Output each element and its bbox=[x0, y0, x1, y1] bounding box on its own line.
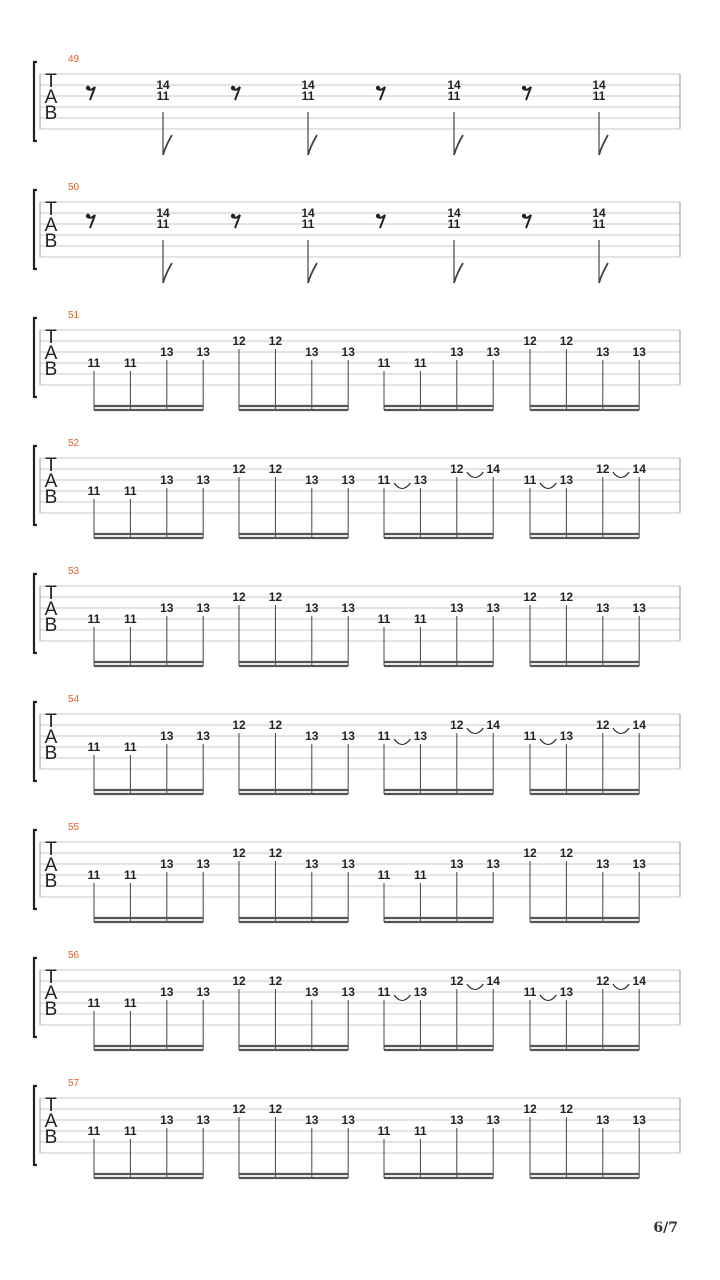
fret-number: 11 bbox=[87, 1124, 101, 1138]
fret-number: 13 bbox=[305, 985, 319, 999]
system-bracket bbox=[34, 958, 37, 1037]
eighth-flag bbox=[454, 135, 463, 155]
fret-number: 11 bbox=[124, 1124, 137, 1138]
tab-clef-letter: B bbox=[44, 743, 58, 764]
fret-number: 14 bbox=[632, 462, 646, 476]
fret-number: 13 bbox=[450, 857, 464, 871]
fret-number: 14 bbox=[632, 974, 646, 988]
eighth-rest-dot bbox=[522, 86, 526, 90]
fret-number: 12 bbox=[232, 462, 246, 476]
fret-number: 11 bbox=[124, 484, 137, 498]
fret-number: 13 bbox=[160, 345, 174, 359]
fret-number: 13 bbox=[341, 985, 355, 999]
fret-number: 13 bbox=[486, 601, 500, 615]
eighth-rest-dot bbox=[376, 86, 380, 90]
fret-number: 12 bbox=[523, 1102, 537, 1116]
tab-clef-letter: B bbox=[44, 871, 58, 892]
fret-number: 11 bbox=[87, 740, 101, 754]
system-bracket bbox=[34, 62, 37, 141]
eighth-rest-dot bbox=[231, 86, 235, 90]
eighth-rest-dot bbox=[86, 86, 90, 90]
fret-number: 13 bbox=[196, 345, 210, 359]
fret-number: 14 bbox=[301, 78, 315, 92]
fret-number: 12 bbox=[232, 590, 246, 604]
fret-number: 13 bbox=[596, 345, 610, 359]
fret-number: 13 bbox=[341, 601, 355, 615]
tab-clef-letter: A bbox=[44, 1111, 58, 1132]
system-bracket bbox=[34, 830, 37, 909]
fret-number: 11 bbox=[377, 356, 391, 370]
tab-clef-letter: T bbox=[45, 583, 57, 604]
fret-number: 13 bbox=[305, 345, 319, 359]
fret-number: 11 bbox=[377, 473, 391, 487]
fret-number: 12 bbox=[559, 334, 574, 348]
fret-number: 13 bbox=[486, 857, 500, 871]
eighth-rest-dot bbox=[86, 214, 90, 218]
fret-number: 13 bbox=[450, 1113, 464, 1127]
tab-clef-letter: A bbox=[44, 983, 58, 1004]
page-number: 6/7 bbox=[653, 1220, 678, 1236]
fret-number: 14 bbox=[592, 206, 606, 220]
fret-number: 13 bbox=[196, 473, 210, 487]
fret-number: 13 bbox=[160, 473, 174, 487]
fret-number: 11 bbox=[301, 217, 315, 231]
fret-number: 12 bbox=[450, 718, 464, 732]
fret-number: 13 bbox=[341, 857, 355, 871]
tab-clef-letter: A bbox=[44, 471, 58, 492]
hammer-on-slur bbox=[467, 472, 483, 478]
fret-number: 13 bbox=[596, 601, 610, 615]
fret-number: 13 bbox=[450, 601, 464, 615]
tab-clef-letter: B bbox=[44, 103, 58, 124]
tab-clef-letter: T bbox=[45, 327, 57, 348]
fret-number: 12 bbox=[268, 974, 283, 988]
fret-number: 12 bbox=[523, 590, 537, 604]
measure-number: 49 bbox=[68, 54, 80, 65]
fret-number: 14 bbox=[486, 974, 500, 988]
measure-number: 55 bbox=[68, 822, 80, 833]
fret-number: 13 bbox=[632, 1113, 646, 1127]
fret-number: 14 bbox=[592, 78, 606, 92]
fret-number: 13 bbox=[196, 857, 210, 871]
system-bracket bbox=[34, 702, 37, 781]
fret-number: 14 bbox=[632, 718, 646, 732]
fret-number: 12 bbox=[596, 462, 610, 476]
hammer-on-slur bbox=[394, 739, 410, 745]
fret-number: 11 bbox=[301, 89, 315, 103]
tab-clef-letter: B bbox=[44, 1127, 58, 1148]
fret-number: 14 bbox=[156, 206, 170, 220]
eighth-flag bbox=[163, 263, 172, 283]
fret-number: 11 bbox=[87, 612, 101, 626]
fret-number: 11 bbox=[377, 729, 391, 743]
fret-number: 13 bbox=[413, 985, 428, 999]
fret-number: 11 bbox=[447, 217, 461, 231]
fret-number: 12 bbox=[523, 334, 537, 348]
fret-number: 12 bbox=[596, 974, 610, 988]
fret-number: 13 bbox=[305, 473, 319, 487]
fret-number: 12 bbox=[559, 1102, 574, 1116]
tab-clef-letter: T bbox=[45, 199, 57, 220]
fret-number: 12 bbox=[559, 590, 574, 604]
hammer-on-slur bbox=[394, 483, 410, 489]
fret-number: 12 bbox=[559, 846, 574, 860]
fret-number: 11 bbox=[377, 612, 391, 626]
fret-number: 14 bbox=[156, 78, 170, 92]
fret-number: 13 bbox=[559, 729, 574, 743]
fret-number: 12 bbox=[232, 334, 246, 348]
fret-number: 11 bbox=[414, 1124, 427, 1138]
fret-number: 11 bbox=[87, 996, 101, 1010]
fret-number: 13 bbox=[596, 1113, 610, 1127]
fret-number: 13 bbox=[486, 345, 500, 359]
eighth-rest-dot bbox=[231, 214, 235, 218]
tab-clef-letter: T bbox=[45, 839, 57, 860]
fret-number: 12 bbox=[450, 974, 464, 988]
fret-number: 13 bbox=[632, 857, 646, 871]
measure-number: 54 bbox=[68, 694, 80, 705]
tab-clef-letter: T bbox=[45, 455, 57, 476]
system-bracket bbox=[34, 318, 37, 397]
fret-number: 13 bbox=[305, 729, 319, 743]
fret-number: 12 bbox=[232, 846, 246, 860]
fret-number: 13 bbox=[305, 1113, 319, 1127]
system-bracket bbox=[34, 190, 37, 269]
fret-number: 11 bbox=[523, 729, 537, 743]
fret-number: 11 bbox=[523, 473, 537, 487]
measure-number: 52 bbox=[68, 438, 80, 449]
eighth-flag bbox=[163, 135, 172, 155]
fret-number: 13 bbox=[413, 473, 428, 487]
fret-number: 11 bbox=[414, 612, 427, 626]
tab-clef-letter: A bbox=[44, 599, 58, 620]
fret-number: 11 bbox=[377, 868, 391, 882]
fret-number: 11 bbox=[156, 217, 170, 231]
system-bracket bbox=[34, 1086, 37, 1165]
fret-number: 11 bbox=[414, 868, 427, 882]
fret-number: 13 bbox=[486, 1113, 500, 1127]
fret-number: 11 bbox=[414, 356, 427, 370]
tab-clef-letter: B bbox=[44, 999, 58, 1020]
fret-number: 13 bbox=[160, 985, 174, 999]
measure-number: 56 bbox=[68, 950, 80, 961]
fret-number: 14 bbox=[486, 718, 500, 732]
fret-number: 11 bbox=[523, 985, 537, 999]
fret-number: 13 bbox=[305, 601, 319, 615]
fret-number: 11 bbox=[377, 985, 391, 999]
fret-number: 13 bbox=[196, 985, 210, 999]
fret-number: 13 bbox=[450, 345, 464, 359]
fret-number: 12 bbox=[232, 718, 246, 732]
fret-number: 13 bbox=[160, 857, 174, 871]
fret-number: 12 bbox=[523, 846, 537, 860]
tab-clef-letter: B bbox=[44, 231, 58, 252]
hammer-on-slur bbox=[613, 728, 629, 734]
hammer-on-slur bbox=[540, 995, 556, 1001]
hammer-on-slur bbox=[613, 984, 629, 990]
fret-number: 11 bbox=[124, 996, 137, 1010]
fret-number: 13 bbox=[160, 601, 174, 615]
fret-number: 13 bbox=[632, 345, 646, 359]
eighth-flag bbox=[308, 135, 317, 155]
eighth-flag bbox=[599, 263, 608, 283]
measure-number: 51 bbox=[68, 310, 80, 321]
measure-number: 50 bbox=[68, 182, 80, 193]
fret-number: 12 bbox=[268, 334, 283, 348]
fret-number: 12 bbox=[450, 462, 464, 476]
tab-clef-letter: A bbox=[44, 343, 58, 364]
measure-number: 53 bbox=[68, 566, 80, 577]
fret-number: 13 bbox=[160, 1113, 174, 1127]
tab-clef-letter: T bbox=[45, 71, 57, 92]
fret-number: 12 bbox=[268, 718, 283, 732]
fret-number: 12 bbox=[268, 590, 283, 604]
hammer-on-slur bbox=[467, 984, 483, 990]
tab-clef-letter: A bbox=[44, 87, 58, 108]
fret-number: 11 bbox=[124, 612, 137, 626]
tab-clef-letter: T bbox=[45, 711, 57, 732]
fret-number: 13 bbox=[305, 857, 319, 871]
tab-clef-letter: B bbox=[44, 487, 58, 508]
fret-number: 12 bbox=[232, 974, 246, 988]
fret-number: 12 bbox=[268, 462, 283, 476]
fret-number: 13 bbox=[559, 985, 574, 999]
measure-number: 57 bbox=[68, 1078, 80, 1089]
system-bracket bbox=[34, 446, 37, 525]
tab-clef-letter: A bbox=[44, 855, 58, 876]
hammer-on-slur bbox=[394, 995, 410, 1001]
hammer-on-slur bbox=[467, 728, 483, 734]
fret-number: 11 bbox=[124, 868, 137, 882]
fret-number: 13 bbox=[341, 729, 355, 743]
fret-number: 13 bbox=[596, 857, 610, 871]
fret-number: 11 bbox=[124, 740, 137, 754]
fret-number: 12 bbox=[268, 1102, 283, 1116]
fret-number: 14 bbox=[447, 78, 461, 92]
fret-number: 11 bbox=[377, 1124, 391, 1138]
eighth-flag bbox=[454, 263, 463, 283]
tab-clef-letter: A bbox=[44, 215, 58, 236]
fret-number: 11 bbox=[592, 217, 606, 231]
fret-number: 11 bbox=[87, 868, 101, 882]
tab-clef-letter: T bbox=[45, 1095, 57, 1116]
tab-clef-letter: B bbox=[44, 615, 58, 636]
fret-number: 14 bbox=[486, 462, 500, 476]
fret-number: 11 bbox=[87, 356, 101, 370]
fret-number: 13 bbox=[160, 729, 174, 743]
eighth-rest-dot bbox=[376, 214, 380, 218]
fret-number: 14 bbox=[301, 206, 315, 220]
fret-number: 13 bbox=[413, 729, 428, 743]
fret-number: 11 bbox=[87, 484, 101, 498]
fret-number: 11 bbox=[592, 89, 606, 103]
fret-number: 12 bbox=[268, 846, 283, 860]
fret-number: 12 bbox=[596, 718, 610, 732]
fret-number: 14 bbox=[447, 206, 461, 220]
fret-number: 11 bbox=[124, 356, 137, 370]
eighth-flag bbox=[308, 263, 317, 283]
hammer-on-slur bbox=[540, 739, 556, 745]
hammer-on-slur bbox=[613, 472, 629, 478]
fret-number: 13 bbox=[341, 1113, 355, 1127]
fret-number: 13 bbox=[559, 473, 574, 487]
hammer-on-slur bbox=[540, 483, 556, 489]
fret-number: 13 bbox=[196, 601, 210, 615]
fret-number: 11 bbox=[156, 89, 170, 103]
tab-clef-letter: T bbox=[45, 967, 57, 988]
tab-clef-letter: A bbox=[44, 727, 58, 748]
fret-number: 13 bbox=[341, 473, 355, 487]
system-bracket bbox=[34, 574, 37, 653]
eighth-rest-dot bbox=[522, 214, 526, 218]
tab-clef-letter: B bbox=[44, 359, 58, 380]
fret-number: 13 bbox=[196, 1113, 210, 1127]
fret-number: 13 bbox=[341, 345, 355, 359]
fret-number: 13 bbox=[196, 729, 210, 743]
fret-number: 12 bbox=[232, 1102, 246, 1116]
eighth-flag bbox=[599, 135, 608, 155]
fret-number: 13 bbox=[632, 601, 646, 615]
fret-number: 11 bbox=[447, 89, 461, 103]
